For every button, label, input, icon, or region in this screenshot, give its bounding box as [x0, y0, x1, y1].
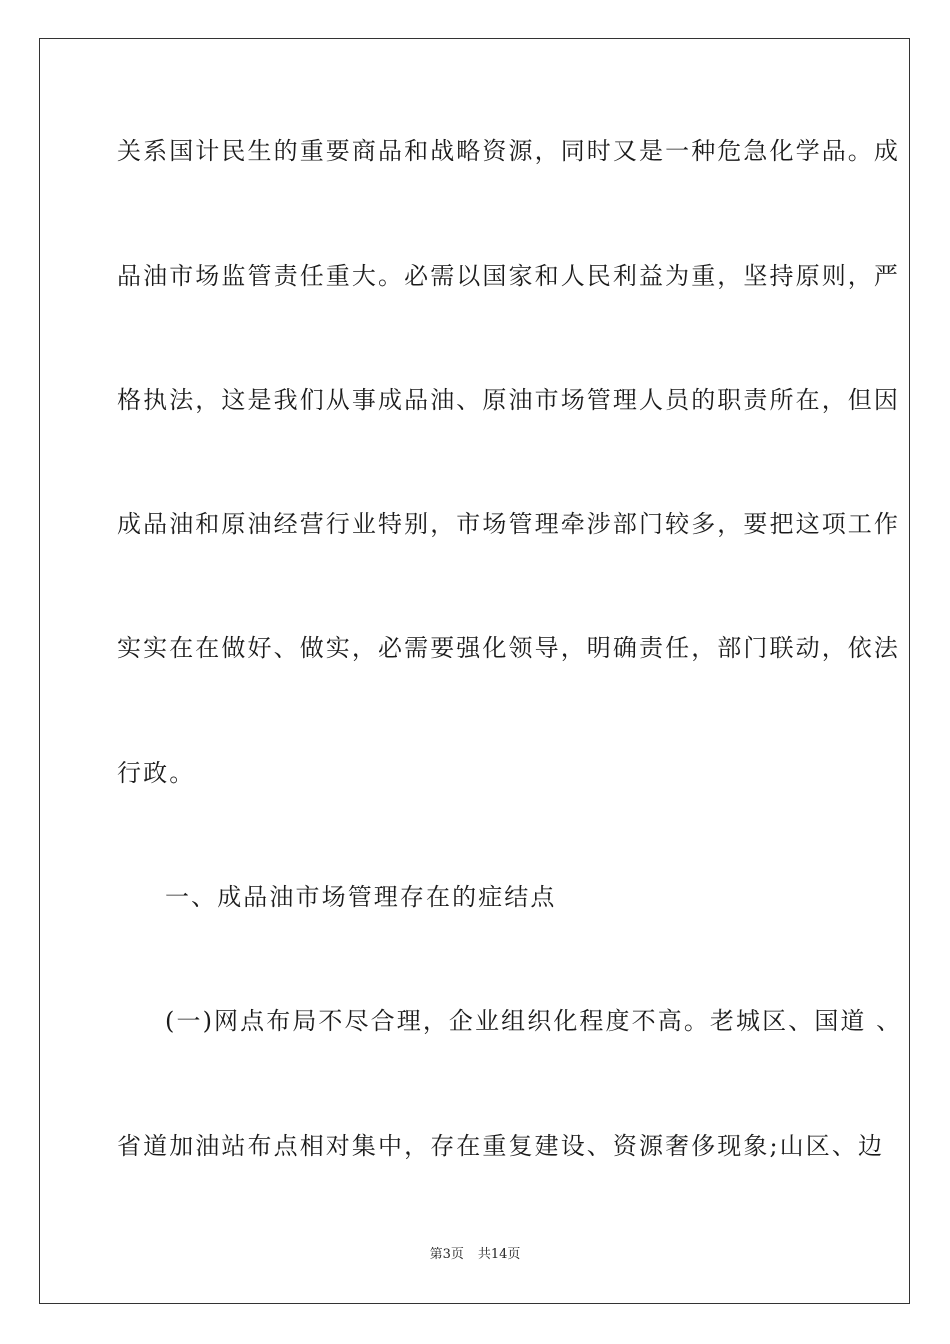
body-text-line: 关系国计民生的重要商品和战略资源，同时又是一种危急化学品。成 [117, 137, 900, 165]
body-text-line: 实实在在做好、做实，必需要强化领导，明确责任，部门联动，依法 [117, 634, 900, 662]
body-text-line: 省道加油站布点相对集中，存在重复建设、资源奢侈现象;山区、边 [117, 1132, 885, 1160]
body-text-line: 行政。 [117, 759, 196, 787]
section-heading: 一、成品油市场管理存在的症结点 [165, 883, 557, 911]
page-number: 第3页 [429, 1247, 464, 1262]
page-footer [0, 1246, 950, 1264]
body-text-line: 成品油和原油经营行业特别，市场管理牵涉部门较多，要把这项工作 [117, 510, 900, 538]
page-border [39, 38, 910, 1304]
body-text-line: 品油市场监管责任重大。必需以国家和人民利益为重，坚持原则，严 [117, 262, 900, 290]
subsection-paragraph-line: (一)网点布局不尽合理，企业组织化程度不高。老城区、国道 、 [165, 1007, 903, 1035]
page-total: 共14页 [477, 1247, 521, 1262]
body-text-line: 格执法，这是我们从事成品油、原油市场管理人员的职责所在，但因 [117, 386, 900, 414]
